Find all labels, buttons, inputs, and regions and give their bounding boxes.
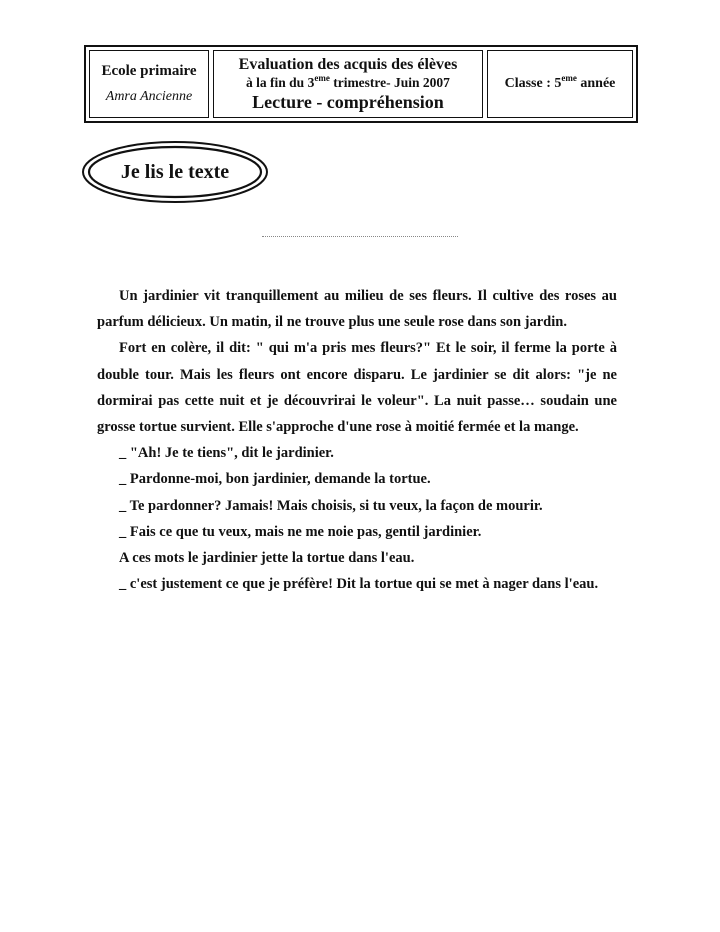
dotted-separator — [262, 236, 458, 237]
class-label-end: année — [576, 76, 616, 91]
dialogue-line: _ Te pardonner? Jamais! Mais choisis, si tu veux, la façon de mourir. — [119, 497, 543, 514]
class-label — [504, 73, 616, 92]
evaluation-title: Evaluation des acquis des élèves — [238, 56, 458, 73]
evaluation-period — [246, 74, 450, 91]
school-name: Ecole primaire — [101, 63, 197, 79]
section-badge-label: Je lis le texte — [120, 160, 230, 183]
story-paragraph: Fort en colère, il dit: " qui m'a pris mes fleurs?" Et le soir, il ferme la porte à double tour. Mais les fleurs ont encore disparu. Le jardinier se dit alors: "je ne dormirai pas cette nuit et je découvrirai le voleur". La nuit passe… soudain une grosse tortue survient. Elle s'approche d'une rose à moitié fermée et la mange. — [97, 340, 617, 436]
dialogue-line: _ "Ah! Je te tiens", dit le jardinier. — [119, 445, 334, 462]
evaluation-period-start: à la fin du 3 — [246, 75, 315, 90]
subject-title: Lecture - compréhension — [252, 92, 444, 112]
school-cell — [89, 50, 209, 118]
dialogue-line: _ c'est justement ce que je préfère! Dit la tortue qui se met à nager dans l'eau. — [119, 576, 599, 593]
dialogue-line: _ Pardonne-moi, bon jardinier, demande la tortue. — [119, 471, 431, 488]
section-badge — [80, 139, 270, 205]
header-inner — [89, 50, 633, 118]
dialogue-line: _ Fais ce que tu veux, mais ne me noie pas, gentil jardinier. — [119, 523, 482, 540]
evaluation-period-sup: eme — [314, 73, 330, 83]
class-cell — [487, 50, 633, 118]
header-box — [84, 45, 638, 123]
evaluation-period-end: trimestre- Juin 2007 — [329, 75, 450, 90]
school-place: Amra Ancienne — [105, 89, 193, 104]
story-paragraph: Un jardinier vit tranquillement au milieu de ses fleurs. Il cultive des roses au parfum délicieux. Un matin, il ne trouve plus une seule rose dans son jardin. — [97, 288, 617, 331]
story-paragraph: A ces mots le jardinier jette la tortue dans l'eau. — [119, 550, 415, 567]
story-text — [97, 283, 617, 597]
evaluation-cell — [213, 50, 483, 118]
class-label-start: Classe : 5 — [504, 76, 562, 91]
class-label-sup: eme — [561, 73, 577, 83]
